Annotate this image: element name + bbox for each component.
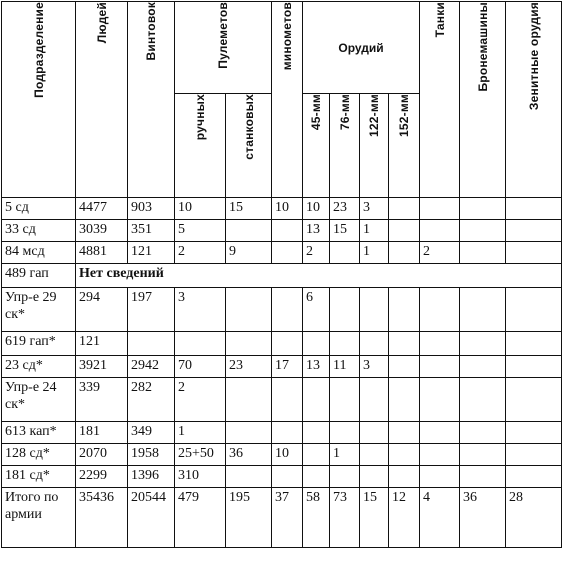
cell-gun-76: 1 xyxy=(330,444,360,466)
cell-aa-guns: 28 xyxy=(506,488,562,548)
cell-tanks: 4 xyxy=(420,488,460,548)
cell-armored-cars xyxy=(460,242,506,264)
cell-armored-cars xyxy=(460,198,506,220)
cell-gun-76: 11 xyxy=(330,356,360,378)
cell-mortars xyxy=(272,220,303,242)
cell-gun-122 xyxy=(360,288,389,332)
cell-aa-guns xyxy=(506,444,562,466)
cell-rifles: 1396 xyxy=(128,466,175,488)
cell-mortars xyxy=(272,288,303,332)
cell-armored-cars xyxy=(460,220,506,242)
cell-gun-122: 1 xyxy=(360,220,389,242)
cell-gun-122 xyxy=(360,332,389,356)
header-rifles: Винтовок xyxy=(128,2,175,198)
cell-tanks xyxy=(420,444,460,466)
cell-gun-76 xyxy=(330,378,360,422)
cell-mortars: 37 xyxy=(272,488,303,548)
header-aa-guns: Зенитные орудия xyxy=(506,2,562,198)
cell-gun-122: 15 xyxy=(360,488,389,548)
header-people: Людей xyxy=(76,2,128,198)
cell-mg-light: 3 xyxy=(175,288,226,332)
cell-aa-guns xyxy=(506,466,562,488)
cell-mortars xyxy=(272,466,303,488)
cell-rifles: 349 xyxy=(128,422,175,444)
cell-mg-heavy: 195 xyxy=(226,488,272,548)
cell-tanks xyxy=(420,198,460,220)
cell-gun-76: 23 xyxy=(330,198,360,220)
cell-gun-76 xyxy=(330,422,360,444)
header-armored-cars: Бронемашины xyxy=(460,2,506,198)
cell-mg-heavy xyxy=(226,422,272,444)
cell-unit: Итого по армии xyxy=(2,488,76,548)
cell-gun-152 xyxy=(389,288,420,332)
cell-armored-cars xyxy=(460,332,506,356)
cell-rifles: 121 xyxy=(128,242,175,264)
cell-people: 2299 xyxy=(76,466,128,488)
cell-mortars: 10 xyxy=(272,444,303,466)
cell-people: 4881 xyxy=(76,242,128,264)
cell-mortars xyxy=(272,332,303,356)
cell-gun-45: 13 xyxy=(303,220,330,242)
cell-rifles: 1958 xyxy=(128,444,175,466)
cell-rifles: 20544 xyxy=(128,488,175,548)
cell-mortars xyxy=(272,422,303,444)
header-mg-light: ручных xyxy=(175,94,226,198)
cell-aa-guns xyxy=(506,356,562,378)
cell-gun-152 xyxy=(389,378,420,422)
cell-mg-light xyxy=(175,332,226,356)
cell-gun-45: 2 xyxy=(303,242,330,264)
table-row xyxy=(2,288,562,332)
cell-people: 294 xyxy=(76,288,128,332)
cell-mg-heavy xyxy=(226,378,272,422)
cell-people: 2070 xyxy=(76,444,128,466)
header-gun-152: 152-мм xyxy=(389,94,420,198)
header-machine-guns: Пулеметов xyxy=(175,2,272,94)
header-gun-122: 122-мм xyxy=(360,94,389,198)
cell-gun-122 xyxy=(360,378,389,422)
cell-gun-152: 12 xyxy=(389,488,420,548)
cell-gun-45 xyxy=(303,466,330,488)
cell-mg-light: 1 xyxy=(175,422,226,444)
cell-mg-heavy: 15 xyxy=(226,198,272,220)
cell-tanks: 2 xyxy=(420,242,460,264)
cell-mortars: 17 xyxy=(272,356,303,378)
cell-mortars xyxy=(272,378,303,422)
cell-gun-152 xyxy=(389,332,420,356)
cell-mg-light: 2 xyxy=(175,242,226,264)
cell-unit: Упр-е 29 ск* xyxy=(2,288,76,332)
cell-people: 121 xyxy=(76,332,128,356)
cell-mg-heavy: 23 xyxy=(226,356,272,378)
cell-no-data: Нет сведений xyxy=(76,264,562,288)
cell-mortars xyxy=(272,242,303,264)
cell-armored-cars xyxy=(460,288,506,332)
cell-mg-heavy xyxy=(226,220,272,242)
cell-rifles: 2942 xyxy=(128,356,175,378)
cell-unit: 181 сд* xyxy=(2,466,76,488)
cell-aa-guns xyxy=(506,198,562,220)
header-gun-45: 45-мм xyxy=(303,94,330,198)
table-row xyxy=(2,444,562,466)
cell-armored-cars xyxy=(460,444,506,466)
cell-gun-122: 1 xyxy=(360,242,389,264)
cell-gun-76: 73 xyxy=(330,488,360,548)
table-row xyxy=(2,198,562,220)
cell-aa-guns xyxy=(506,378,562,422)
table-row xyxy=(2,356,562,378)
table-row xyxy=(2,466,562,488)
cell-gun-152 xyxy=(389,356,420,378)
header-guns: Орудий xyxy=(303,2,420,94)
cell-people: 339 xyxy=(76,378,128,422)
cell-tanks xyxy=(420,378,460,422)
table-row xyxy=(2,488,562,548)
cell-tanks xyxy=(420,466,460,488)
cell-tanks xyxy=(420,356,460,378)
cell-mg-light: 5 xyxy=(175,220,226,242)
header-tanks: Танки xyxy=(420,2,460,198)
cell-people: 3039 xyxy=(76,220,128,242)
cell-armored-cars xyxy=(460,466,506,488)
cell-tanks xyxy=(420,332,460,356)
cell-gun-152 xyxy=(389,198,420,220)
cell-gun-152 xyxy=(389,444,420,466)
table-body xyxy=(2,198,562,548)
cell-gun-76 xyxy=(330,242,360,264)
cell-mg-light: 70 xyxy=(175,356,226,378)
cell-mg-heavy xyxy=(226,288,272,332)
cell-gun-45: 58 xyxy=(303,488,330,548)
table-row xyxy=(2,332,562,356)
table-row xyxy=(2,378,562,422)
cell-unit: 619 гап* xyxy=(2,332,76,356)
cell-rifles: 197 xyxy=(128,288,175,332)
cell-gun-76 xyxy=(330,288,360,332)
cell-mg-heavy: 9 xyxy=(226,242,272,264)
header-mortars: минометов xyxy=(272,2,303,198)
cell-gun-45 xyxy=(303,332,330,356)
cell-gun-76 xyxy=(330,332,360,356)
cell-unit: 84 мсд xyxy=(2,242,76,264)
cell-people: 3921 xyxy=(76,356,128,378)
cell-gun-122: 3 xyxy=(360,356,389,378)
cell-unit: Упр-е 24 ск* xyxy=(2,378,76,422)
cell-gun-45 xyxy=(303,422,330,444)
cell-gun-76: 15 xyxy=(330,220,360,242)
cell-unit: 128 сд* xyxy=(2,444,76,466)
cell-aa-guns xyxy=(506,242,562,264)
cell-gun-76 xyxy=(330,466,360,488)
cell-aa-guns xyxy=(506,422,562,444)
cell-tanks xyxy=(420,422,460,444)
cell-mg-heavy: 36 xyxy=(226,444,272,466)
cell-mg-heavy xyxy=(226,332,272,356)
cell-armored-cars xyxy=(460,422,506,444)
cell-gun-45 xyxy=(303,444,330,466)
table-row xyxy=(2,242,562,264)
cell-gun-122 xyxy=(360,444,389,466)
table-row xyxy=(2,220,562,242)
cell-unit: 613 кап* xyxy=(2,422,76,444)
cell-gun-152 xyxy=(389,466,420,488)
cell-armored-cars: 36 xyxy=(460,488,506,548)
cell-armored-cars xyxy=(460,378,506,422)
cell-mortars: 10 xyxy=(272,198,303,220)
cell-gun-45: 13 xyxy=(303,356,330,378)
cell-tanks xyxy=(420,220,460,242)
cell-aa-guns xyxy=(506,220,562,242)
table-row xyxy=(2,422,562,444)
cell-mg-light: 10 xyxy=(175,198,226,220)
cell-aa-guns xyxy=(506,332,562,356)
cell-mg-light: 25+50 xyxy=(175,444,226,466)
cell-mg-light: 2 xyxy=(175,378,226,422)
cell-rifles xyxy=(128,332,175,356)
cell-people: 35436 xyxy=(76,488,128,548)
table-header xyxy=(2,2,562,198)
cell-gun-45: 10 xyxy=(303,198,330,220)
cell-mg-light: 310 xyxy=(175,466,226,488)
cell-people: 4477 xyxy=(76,198,128,220)
cell-mg-heavy xyxy=(226,466,272,488)
cell-gun-122 xyxy=(360,422,389,444)
cell-armored-cars xyxy=(460,356,506,378)
header-unit: Подразделение xyxy=(2,2,76,198)
cell-gun-122: 3 xyxy=(360,198,389,220)
cell-people: 181 xyxy=(76,422,128,444)
cell-gun-45 xyxy=(303,378,330,422)
cell-tanks xyxy=(420,288,460,332)
cell-gun-152 xyxy=(389,220,420,242)
army-strength-table xyxy=(1,1,562,548)
cell-gun-152 xyxy=(389,422,420,444)
cell-gun-45: 6 xyxy=(303,288,330,332)
table-row xyxy=(2,264,562,288)
cell-rifles: 282 xyxy=(128,378,175,422)
cell-unit: 23 сд* xyxy=(2,356,76,378)
header-mg-heavy: станковых xyxy=(226,94,272,198)
cell-rifles: 903 xyxy=(128,198,175,220)
cell-unit: 489 гап xyxy=(2,264,76,288)
cell-rifles: 351 xyxy=(128,220,175,242)
cell-unit: 33 сд xyxy=(2,220,76,242)
cell-gun-152 xyxy=(389,242,420,264)
header-gun-76: 76-мм xyxy=(330,94,360,198)
cell-gun-122 xyxy=(360,466,389,488)
cell-aa-guns xyxy=(506,288,562,332)
cell-mg-light: 479 xyxy=(175,488,226,548)
cell-unit: 5 сд xyxy=(2,198,76,220)
